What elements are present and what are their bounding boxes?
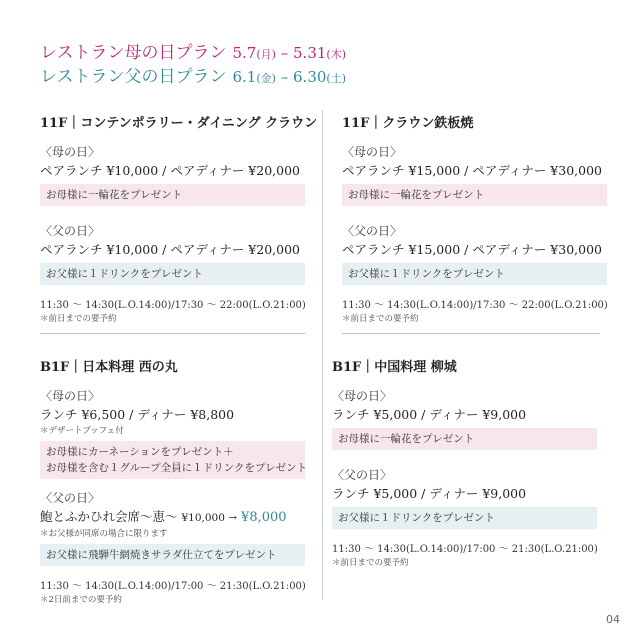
section-divider-left	[40, 333, 305, 334]
mothers-day-gift: お母様にカーネーションをプレゼント＋ お母様を含む１グループ全員に１ドリンクをプレゼント	[40, 441, 305, 479]
fathers-day-headline	[40, 62, 346, 87]
fathers-day-dates: 6.1(金) – 6.30(土)	[232, 68, 347, 86]
mothers-day-price: ペアランチ ¥10,000 / ペアディナー ¥20,000	[40, 163, 300, 178]
fathers-day-sub-note: ＊お父様が同席の場合に限ります	[40, 529, 168, 539]
fathers-day-gift: お父様に１ドリンクをプレゼント	[342, 263, 607, 285]
mothers-day-heading: 〈母の日〉	[40, 389, 101, 403]
section-ryujo	[332, 356, 597, 570]
business-hours: 11:30 〜 14:30(L.O.14:00)/17:30 〜 22:00(L.O.21:00)	[40, 300, 306, 311]
fathers-day-heading: 〈父の日〉	[40, 224, 101, 238]
section-crown-dining	[40, 112, 318, 326]
mothers-day-dates: 5.7(月) – 5.31(木)	[232, 44, 347, 62]
section-crown-teppanyaki	[342, 112, 607, 326]
fathers-day-price: ランチ ¥5,000 / ディナー ¥9,000	[332, 486, 527, 501]
mothers-day-price: ランチ ¥6,500 / ディナー ¥8,800	[40, 407, 235, 422]
mothers-day-price: ペアランチ ¥15,000 / ペアディナー ¥30,000	[342, 163, 602, 178]
fathers-day-gift: お父様に１ドリンクをプレゼント	[40, 263, 305, 285]
mothers-day-title: レストラン母の日プラン	[40, 43, 227, 63]
mothers-day-gift: お母様に一輪花をプレゼント	[342, 184, 607, 206]
mothers-day-gift: お母様に一輪花をプレゼント	[40, 184, 305, 206]
business-hours: 11:30 〜 14:30(L.O.14:00)/17:00 〜 21:30(L.O.21:00)	[332, 544, 598, 555]
section-title: B1F｜日本料理 西の丸	[40, 360, 178, 375]
price-old: ¥10,000 →	[181, 512, 238, 524]
column-divider	[322, 110, 323, 600]
business-hours: 11:30 〜 14:30(L.O.14:00)/17:00 〜 21:30(L.O.21:00)	[40, 581, 306, 592]
mothers-day-price: ランチ ¥5,000 / ディナー ¥9,000	[332, 407, 527, 422]
mothers-day-gift: お母様に一輪花をプレゼント	[332, 428, 597, 450]
fathers-day-price: ペアランチ ¥10,000 / ペアディナー ¥20,000	[40, 242, 300, 257]
fathers-day-gift: お父様に飛騨牛網焼きサラダ仕立てをプレゼント	[40, 544, 305, 566]
reservation-note: ＊前日までの要予約	[40, 314, 117, 324]
fathers-day-price: 鮑とふかひれ会席〜恵〜 ¥10,000 → ¥8,000	[40, 509, 287, 525]
reservation-note: ＊前日までの要予約	[342, 314, 419, 324]
mothers-day-sub-note: ＊デザートブッフェ付	[40, 426, 124, 436]
section-title: B1F｜中国料理 柳城	[332, 360, 457, 375]
page-number: 04	[606, 613, 620, 626]
section-nishinomaru	[40, 356, 308, 607]
reservation-note: ＊前日までの要予約	[332, 558, 409, 568]
fathers-day-gift: お父様に１ドリンクをプレゼント	[332, 507, 597, 529]
section-title: 11F｜クラウン鉄板焼	[342, 116, 474, 131]
section-divider-right	[342, 333, 600, 334]
price-new: ¥8,000	[241, 510, 287, 525]
fathers-day-heading: 〈父の日〉	[342, 224, 403, 238]
mothers-day-headline	[40, 38, 346, 63]
reservation-note: ＊2日前までの要予約	[40, 595, 122, 605]
fathers-day-heading: 〈父の日〉	[332, 468, 393, 482]
fathers-day-heading: 〈父の日〉	[40, 491, 101, 505]
mothers-day-heading: 〈母の日〉	[342, 145, 403, 159]
fathers-day-title: レストラン父の日プラン	[40, 67, 227, 87]
section-title: 11F｜コンテンポラリー・ダイニング クラウン	[40, 116, 318, 131]
mothers-day-heading: 〈母の日〉	[332, 389, 393, 403]
mothers-day-heading: 〈母の日〉	[40, 145, 101, 159]
business-hours: 11:30 〜 14:30(L.O.14:00)/17:30 〜 22:00(L.O.21:00)	[342, 300, 608, 311]
fathers-day-price: ペアランチ ¥15,000 / ペアディナー ¥30,000	[342, 242, 602, 257]
